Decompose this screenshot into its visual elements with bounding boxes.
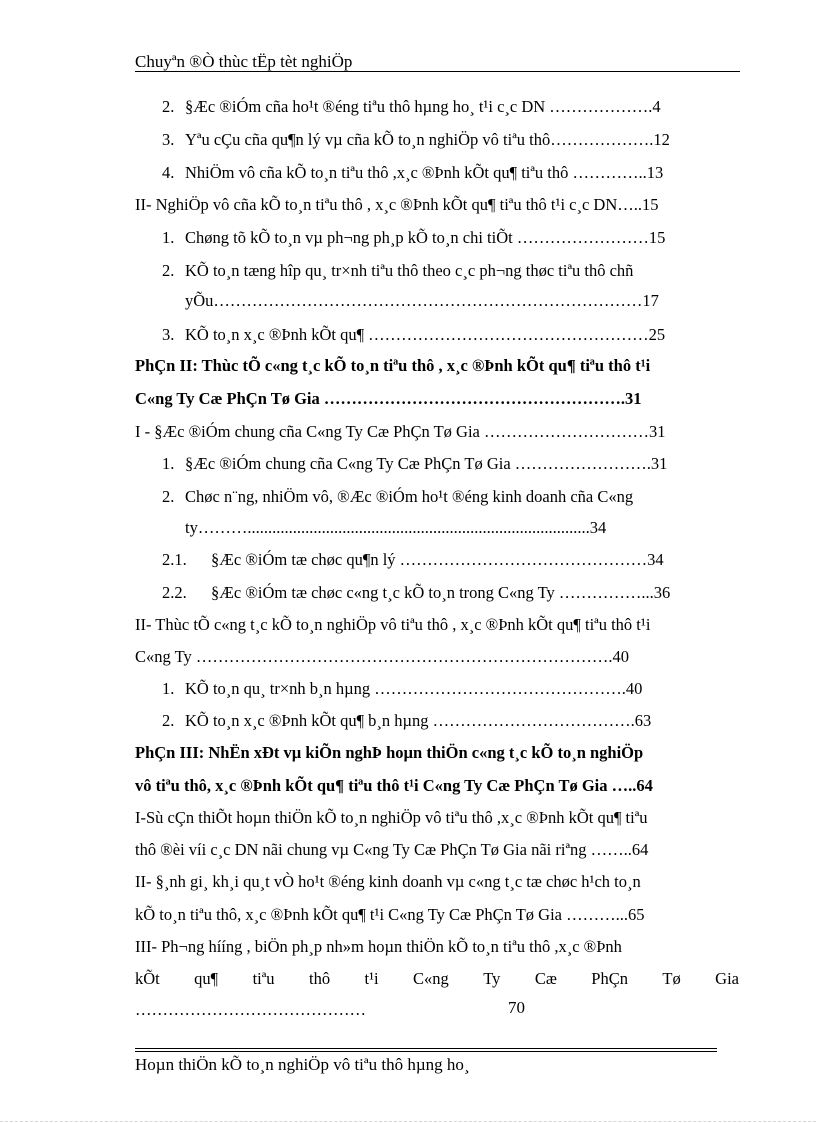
toc-entry-text: ty………...................................................................................34 bbox=[185, 518, 607, 537]
running-footer: Hoµn thiÖn kÕ to¸n nghiÖp vô tiªu thô hµng ho¸ bbox=[135, 1055, 470, 1074]
toc-entry-number: 2. bbox=[162, 97, 175, 116]
toc-entry-text: KÕ to¸n x¸c ®Þnh kÕt qu¶ ……………………………………………25 bbox=[185, 325, 666, 344]
toc-entry-text: §Æc ®iÓm cña ho¹t ®éng tiªu thô hµng ho¸ t¹i c¸c DN ……………….4 bbox=[185, 97, 661, 116]
toc-entry-text: PhÇn III: NhËn xÐt vµ kiÕn nghÞ hoµn thiÖn c«ng t¸c kÕ to¸n nghiÖp bbox=[135, 743, 644, 762]
toc-entry-text: II- NghiÖp vô cña kÕ to¸n tiªu thô , x¸c ®Þnh kÕt qu¶ tiªu thô t¹i c¸c DN…..15 bbox=[135, 195, 659, 214]
toc-entry-text: PhÇn II: Thùc tÕ c«ng t¸c kÕ to¸n tiªu thô , x¸c ®Þnh kÕt qu¶ tiªu thô t¹i bbox=[135, 356, 651, 375]
toc-word: C«ng bbox=[413, 969, 449, 988]
toc-word: Ty bbox=[483, 969, 501, 988]
toc-word: kÕt bbox=[135, 969, 160, 988]
page-edge bbox=[0, 1121, 816, 1122]
toc-word: PhÇn bbox=[591, 969, 628, 988]
toc-entry-text: §Æc ®iÓm tæ chøc qu¶n lý ………………………………………34 bbox=[211, 550, 664, 569]
footer-rule bbox=[135, 1048, 717, 1049]
toc-entry-text: KÕ to¸n qu¸ tr×nh b¸n hµng ……………………………………….40 bbox=[185, 679, 643, 698]
toc-entry-number: 1. bbox=[162, 454, 175, 473]
toc-entry-number: 3. bbox=[162, 130, 175, 149]
toc-entry-text: kÕ to¸n tiªu thô, x¸c ®Þnh kÕt qu¶ t¹i C«ng Ty Cæ PhÇn Tø Gia ………...65 bbox=[135, 905, 645, 924]
toc-entry-text: NhiÖm vô cña kÕ to¸n tiªu thô ,x¸c ®Þnh kÕt qu¶ tiªu thô …………..13 bbox=[185, 163, 664, 182]
toc-entry-text: C«ng Ty Cæ PhÇn Tø Gia ……………………………………………….31 bbox=[135, 389, 642, 408]
toc-entry-number: 2.1. bbox=[162, 550, 187, 569]
toc-word: tiªu bbox=[252, 969, 275, 988]
toc-entry-text: C«ng Ty ………………………………………………………………….40 bbox=[135, 647, 630, 666]
toc-entry-text: II- Thùc tÕ c«ng t¸c kÕ to¸n nghiÖp vô tiªu thô , x¸c ®Þnh kÕt qu¶ tiªu thô t¹i bbox=[135, 615, 651, 634]
toc-entry-number: 1. bbox=[162, 679, 175, 698]
toc-entry-text: yÕu……………………………………………………………………17 bbox=[185, 291, 659, 310]
toc-entry-number: 2. bbox=[162, 711, 175, 730]
toc-word: Gia bbox=[715, 969, 739, 988]
toc-entry-text: KÕ to¸n x¸c ®Þnh kÕt qu¶ b¸n hµng ……………………………….63 bbox=[185, 711, 652, 730]
toc-entry-text: II- §¸nh gi¸ kh¸i qu¸t vÒ ho¹t ®éng kinh doanh vµ c«ng t¸c tæ chøc h¹ch to¸n bbox=[135, 872, 641, 891]
toc-word: t¹i bbox=[364, 969, 379, 988]
footer-rule bbox=[135, 1051, 717, 1052]
toc-word: qu¶ bbox=[194, 969, 219, 988]
toc-entry-text: KÕ to¸n tæng hîp qu¸ tr×nh tiªu thô theo c¸c ph¬ng thøc tiªu thô chñ bbox=[185, 261, 634, 280]
toc-entry-number: 1. bbox=[162, 228, 175, 247]
toc-entry-text: I-Sù cÇn thiÕt hoµn thiÖn kÕ to¸n nghiÖp vô tiªu thô ,x¸c ®Þnh kÕt qu¶ tiªu bbox=[135, 808, 648, 827]
toc-entry-number: 4. bbox=[162, 163, 175, 182]
toc-entry-text: Chøc n¨ng, nhiÖm vô, ®Æc ®iÓm ho¹t ®éng kinh doanh cña C«ng bbox=[185, 487, 634, 506]
toc-entry-text: III- Ph¬ng hííng , biÖn ph¸p nh»m hoµn thiÖn kÕ to¸n tiªu thô ,x¸c ®Þnh bbox=[135, 937, 622, 956]
toc-entry-number: 2.2. bbox=[162, 583, 187, 602]
toc-entry-number: 2. bbox=[162, 261, 175, 280]
toc-entry-text: vô tiªu thô, x¸c ®Þnh kÕt qu¶ tiªu thô t¹i C«ng Ty Cæ PhÇn Tø Gia …..64 bbox=[135, 776, 653, 795]
toc-entry-text: thô ®èi víi c¸c DN nãi chung vµ C«ng Ty Cæ PhÇn Tø Gia nãi riªng ……..64 bbox=[135, 840, 649, 859]
toc-entry-justified-line bbox=[135, 968, 739, 990]
toc-entry-text: §Æc ®iÓm chung cña C«ng Ty Cæ PhÇn Tø Gia …………………….31 bbox=[185, 454, 668, 473]
toc-word: thô bbox=[308, 969, 331, 988]
toc-entry-text: Chøng tõ kÕ to¸n vµ ph¬ng ph¸p kÕ to¸n chi tiÕt ……………………15 bbox=[185, 228, 666, 247]
toc-entry-text: §Æc ®iÓm tæ chøc c«ng t¸c kÕ to¸n trong C«ng Ty ……………...36 bbox=[211, 583, 671, 602]
toc-word: Cæ bbox=[534, 969, 557, 988]
header-rule bbox=[135, 71, 740, 72]
page-number: 70 bbox=[508, 998, 525, 1017]
toc-word: Tø bbox=[662, 969, 681, 988]
toc-entry-text: Yªu cÇu cña qu¶n lý vµ cña kÕ to¸n nghiÖp vô tiªu thô……………….12 bbox=[185, 130, 670, 149]
toc-entry-number: 2. bbox=[162, 487, 175, 506]
toc-entry-text: I - §Æc ®iÓm chung cña C«ng Ty Cæ PhÇn Tø Gia …………………………31 bbox=[135, 422, 666, 441]
running-header: Chuyªn ®Ò thùc tËp tèt nghiÖp bbox=[135, 52, 353, 71]
toc-entry-number: 3. bbox=[162, 325, 175, 344]
toc-entry-leader: …………………………………… bbox=[135, 1000, 366, 1019]
